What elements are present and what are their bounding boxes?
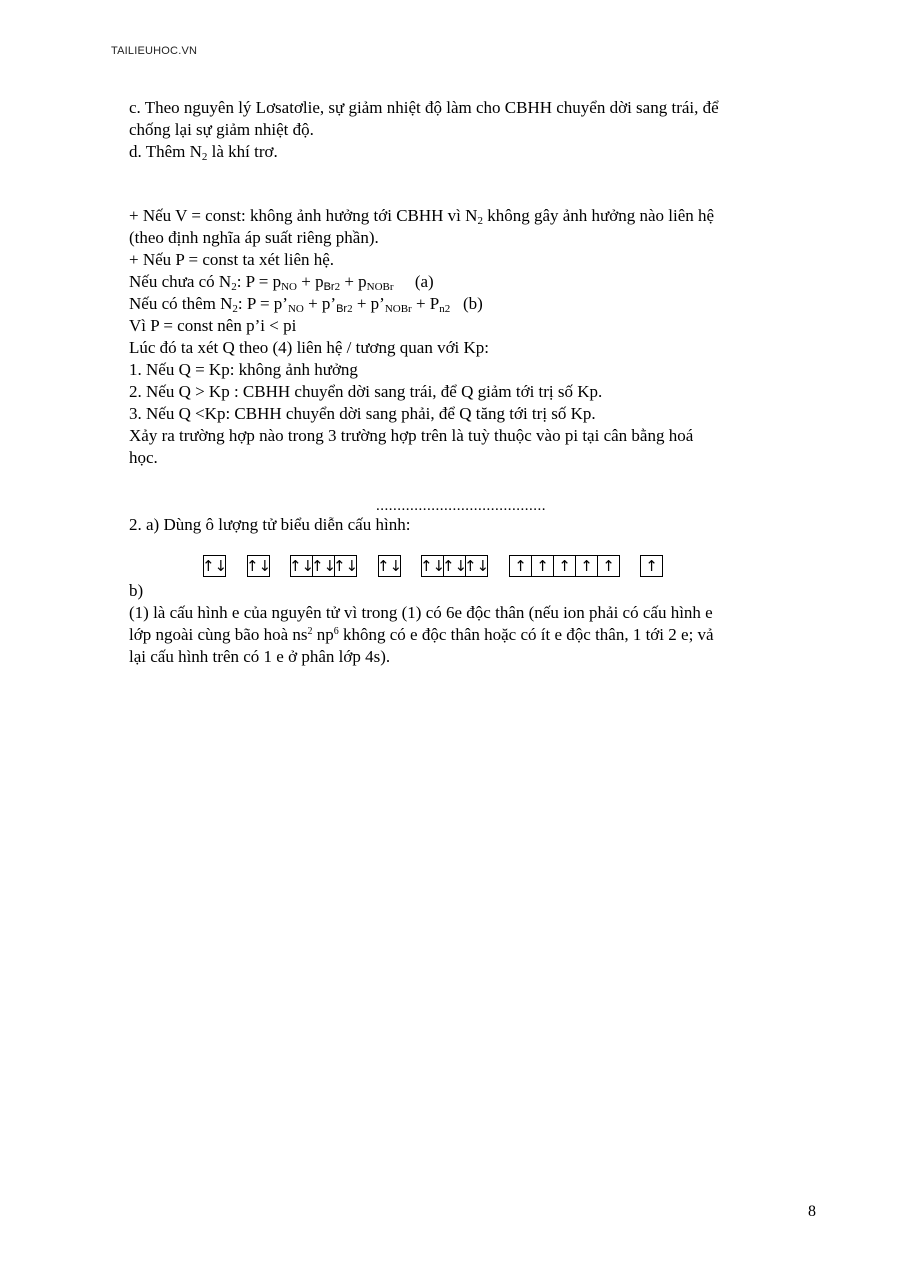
site-watermark: TAILIEUHOC.VN [111, 45, 198, 57]
orbital-box: ↑↓ [441, 557, 468, 575]
orbital-box: ↑ [575, 555, 598, 577]
equation-b: Nếu có thêm $N_2$: $P = p’_{NO}$ + $p’_{Br2}$ + $p’_{NOBr} + P_{n2}$ (b) [129, 294, 483, 315]
orbital-box: ↑ [597, 555, 620, 577]
orbital-group-3p [421, 555, 488, 577]
case-3: 3. Nếu Q <Kp: CBHH chuyển dời sang phải, để Q tăng tới trị số Kp. [129, 404, 596, 423]
orbital-group-3s [378, 555, 401, 577]
section-d: d. Thêm $N_2$ là khí trơ. [129, 142, 278, 163]
question-2b [129, 580, 829, 668]
orbital-group-3d [509, 555, 620, 577]
luc-do-line: Lúc đó ta xét Q theo (4) liên hệ / tương quan với Kp: [129, 338, 490, 357]
question-2b-label: b) [129, 581, 144, 600]
orbital-box: ↑↓ [288, 557, 315, 575]
orbital-box: ↑↓ [201, 557, 228, 575]
orbital-group-1s [203, 555, 226, 577]
p-const-line: + Nếu P = const ta xét liên hệ. [129, 250, 335, 269]
document-body [129, 97, 829, 469]
orbital-box: ↑ [640, 555, 663, 577]
orbital-box: ↑↓ [376, 557, 403, 575]
orbital-box: ↑↓ [332, 557, 359, 575]
orbital-box: ↑↓ [463, 557, 490, 575]
orbital-group-4s [640, 555, 663, 577]
page-number: 8 [808, 1203, 816, 1220]
equation-a: Nếu chưa có $N_2$: $P = p_{NO} + p_{Br2} + p_{NOBr}$ (a) [129, 272, 434, 293]
v-const-line-1: + Nếu V = const: không ảnh hưởng tới CBHH vì $N_2$ không gây ảnh hưởng nào liên hệ [129, 206, 715, 227]
v-const-line-2: (theo định nghĩa áp suất riêng phần). [129, 228, 379, 247]
section-separator: ........................................ [376, 498, 546, 514]
question-2b-line-2: lớp ngoài cùng bão hoà $ns^2$ $np^6$ không có e độc thân hoặc có ít e độc thân, 1 tới 2 e; vả [129, 625, 714, 644]
vi-p-line: Vì P = const nên p’i < pi [129, 316, 297, 335]
question-2b-line-3: lại cấu hình trên có 1 e ở phân lớp 4s). [129, 647, 391, 666]
section-c-line-2: chống lại sự giảm nhiệt độ. [129, 120, 314, 139]
question-2b-line-1: (1) là cấu hình e của nguyên tử vì trong (1) có 6e độc thân (nếu ion phải có cấu hình e [129, 603, 713, 622]
orbital-box: ↑ [509, 555, 532, 577]
orbital-box: ↑↓ [310, 557, 337, 575]
orbital-box: ↑ [553, 555, 576, 577]
orbital-box: ↑↓ [419, 557, 446, 575]
question-2a: 2. a) Dùng ô lượng tử biểu diễn cấu hình: [129, 515, 411, 534]
orbital-box: ↑↓ [245, 557, 272, 575]
conclusion-line-2: học. [129, 448, 158, 467]
orbital-group-2s [247, 555, 270, 577]
orbital-group-2p [290, 555, 357, 577]
conclusion-line-1: Xảy ra trường hợp nào trong 3 trường hợp trên là tuỳ thuộc vào pi tại cân bằng hoá [129, 426, 694, 445]
orbital-box: ↑ [531, 555, 554, 577]
section-c-line-1: c. Theo nguyên lý Lơsatơlie, sự giảm nhiệt độ làm cho CBHH chuyển dời sang trái, để [129, 98, 719, 117]
case-1: 1. Nếu Q = Kp: không ảnh hưởng [129, 360, 358, 379]
case-2: 2. Nếu Q > Kp : CBHH chuyển dời sang trái, để Q giảm tới trị số Kp. [129, 382, 603, 401]
